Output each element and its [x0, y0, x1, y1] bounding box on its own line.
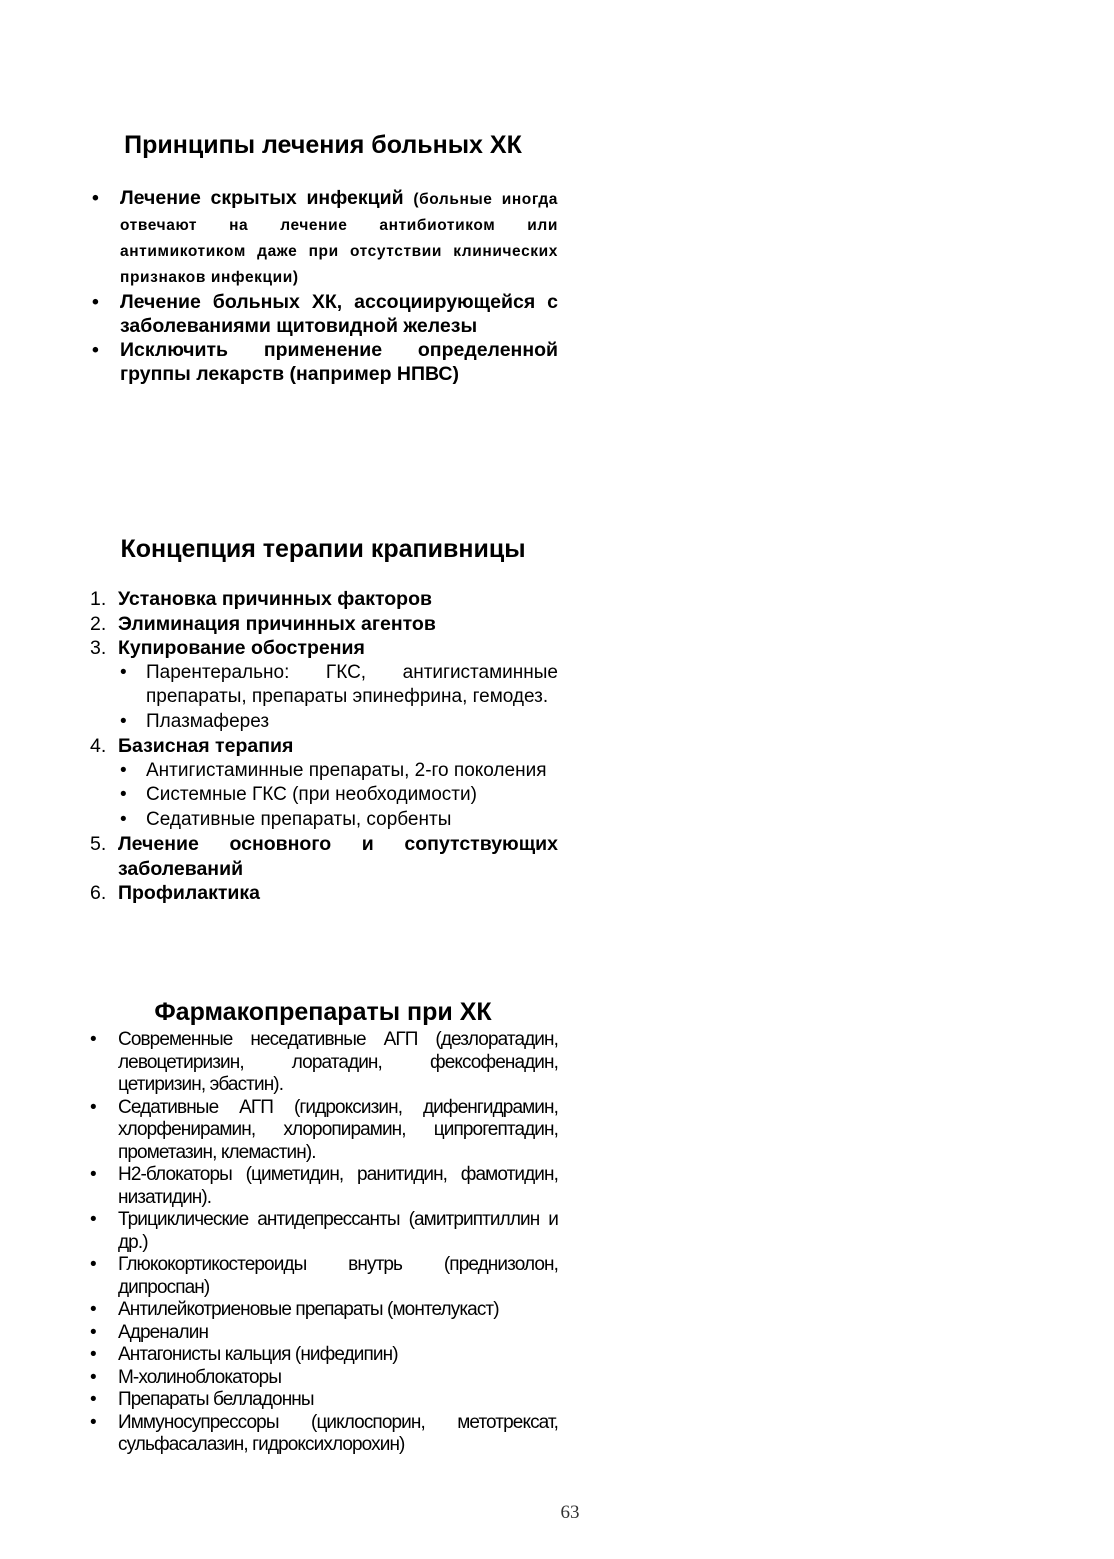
- item-text: Установка причинных факторов: [118, 588, 432, 610]
- item-number: 1.: [90, 588, 107, 610]
- list-item: • Антилейкотриеновые препараты (монтелукаст): [88, 1299, 558, 1322]
- item-text: Купирование обострения: [118, 637, 365, 659]
- item-text: Лечение основного и сопутствующих заболеваний: [118, 833, 558, 880]
- section-title: Фармакопрепараты при ХК: [154, 998, 492, 1026]
- list-item: • Препараты белладонны: [88, 1389, 558, 1412]
- sub-item: • Плазмаферез: [118, 710, 558, 735]
- sub-list: [118, 661, 558, 735]
- item-number: 3.: [90, 637, 107, 659]
- list-item: • Исключить применение определенной группы лекарств (например НПВС): [88, 338, 558, 386]
- list-item: • Адреналин: [88, 1322, 558, 1345]
- section-pharmacotherapy: [88, 997, 558, 1457]
- numbered-list: [88, 587, 558, 906]
- list-item: [88, 832, 558, 881]
- sub-list: [118, 759, 558, 833]
- list-item: [88, 612, 558, 637]
- item-text: Профилактика: [118, 882, 261, 904]
- list-item: • Антагонисты кальция (нифедипин): [88, 1344, 558, 1367]
- page-number: 63: [560, 1502, 580, 1523]
- list-item: • Глюкокортикостероиды внутрь (преднизолон, дипроспан): [88, 1254, 558, 1299]
- item-number: 4.: [90, 735, 107, 757]
- section-therapy-concept: [88, 534, 558, 906]
- list-item: • М-холиноблокаторы: [88, 1367, 558, 1390]
- bullet-list: [88, 1029, 558, 1457]
- list-item: [88, 186, 558, 290]
- list-item: [88, 881, 558, 906]
- item-number: 5.: [90, 833, 107, 855]
- list-item: • Современные неседативные АГП (дезлоратадин, левоцетиризин, лоратадин, фексофенадин, цетиризин, эбастин).: [88, 1029, 558, 1097]
- section-treatment-principles: [88, 130, 558, 386]
- item-bold: Лечение скрытых инфекций: [120, 187, 404, 209]
- sub-item: • Парентерально: ГКС, антигистаминные препараты, препараты эпинефрина, гемодез.: [118, 661, 558, 710]
- list-item: • Лечение больных ХК, ассоциирующейся с заболеваниями щитовидной железы: [88, 290, 558, 338]
- list-item: [88, 734, 558, 832]
- section-title: Принципы лечения больных ХК: [124, 131, 522, 159]
- bullet-list: [88, 186, 558, 386]
- item-text: Базисная терапия: [118, 735, 294, 757]
- sub-item: • Системные ГКС (при необходимости): [118, 783, 558, 808]
- item-text: Элиминация причинных агентов: [118, 612, 436, 635]
- item-number: 6.: [90, 882, 107, 904]
- item-note: (больные иногда отвечают на лечение антибиотиком или антимикотиком даже при отсутствии клинических признаков инфекции): [120, 191, 559, 286]
- sub-item: • Седативные препараты, сорбенты: [118, 808, 558, 833]
- section-title: Концепция терапии крапивницы: [120, 535, 526, 563]
- list-item: • Иммуносупрессоры (циклоспорин, метотрексат, сульфасалазин, гидроксихлорохин): [88, 1412, 558, 1457]
- item-number: 2.: [90, 612, 107, 635]
- list-item: [88, 636, 558, 734]
- list-item: • Трициклические антидепрессанты (амитриптиллин и др.): [88, 1209, 558, 1254]
- list-item: [88, 587, 558, 612]
- list-item: • Седативные АГП (гидроксизин, дифенгидрамин, хлорфенирамин, хлоропирамин, ципрогептадин, прометазин, клемастин).: [88, 1097, 558, 1165]
- list-item: • Н2-блокаторы (циметидин, ранитидин, фамотидин, низатидин).: [88, 1164, 558, 1209]
- sub-item: • Антигистаминные препараты, 2-го поколения: [118, 759, 558, 784]
